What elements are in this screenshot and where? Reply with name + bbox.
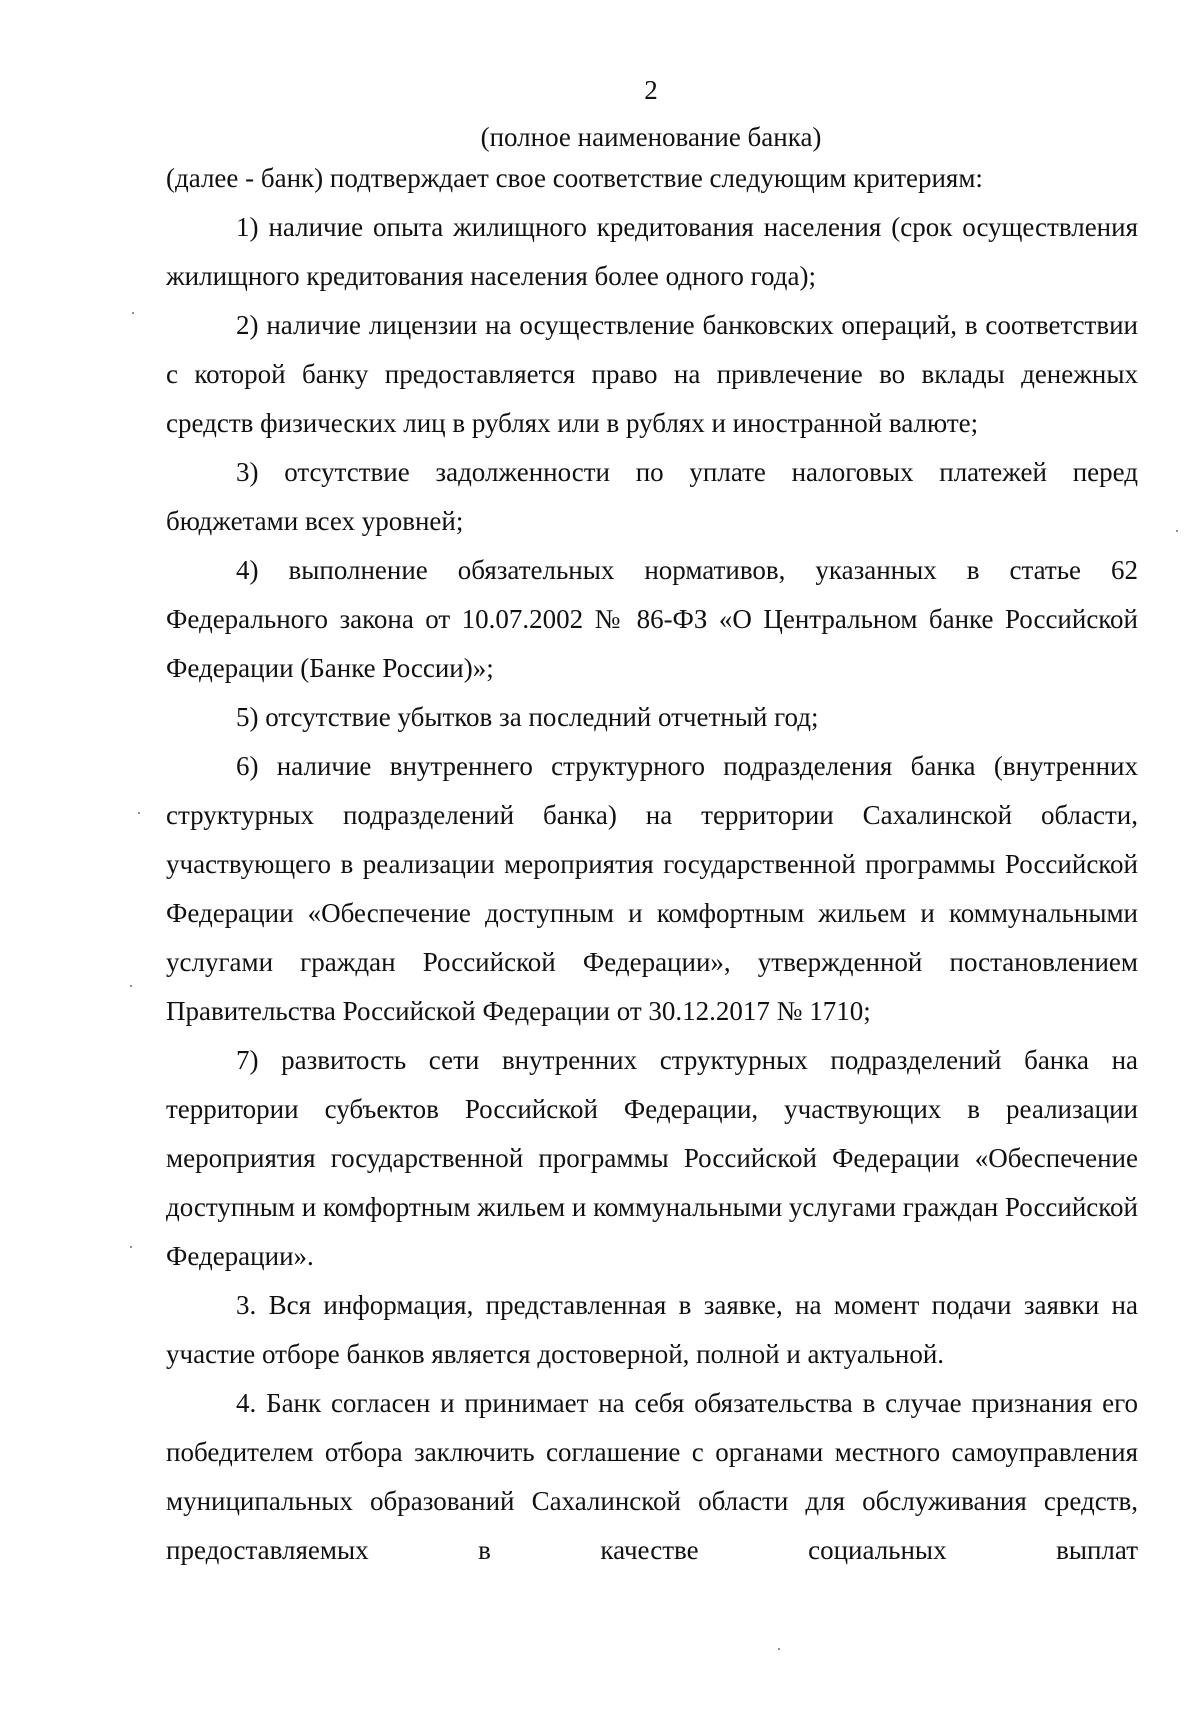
criterion-6: 6) наличие внутреннего структурного подразделения банка (внутренних структурных подразделений банка) на территории Сахалинской области, участвующего в реализации мероприятия государственной программы Российской Федерации «Обеспечение доступным и комфортным жильем и коммунальными услугами граждан Российской Федерации», утвержденной постановлением Правительства Российской Федерации от 30.12.2017 № 1710; — [166, 751, 1138, 1026]
criterion-5: 5) отсутствие убытков за последний отчетный год; — [236, 702, 819, 732]
clause-4-paragraph: 4. Банк согласен и принимает на себя обязательства в случае признания его победителем отбора заключить соглашение с органами местного самоуправления муниципальных образований Сахалинской области для обслуживания средств, предоставляемых в качестве социальных выплат — [166, 1388, 1138, 1565]
scan-speck — [130, 985, 132, 987]
scan-speck — [132, 312, 134, 314]
criterion-4: 4) выполнение обязательных нормативов, указанных в статье 62 Федерального закона от 10.07.2002 № 86-ФЗ «О Центральном банке Российской Федерации (Банке России)»; — [166, 555, 1138, 683]
criterion-2: 2) наличие лицензии на осуществление банковских операций, в соответствии с которой банку предоставляется право на привлечение во вклады денежных средств физических лиц в рублях или в рублях и иностранной валюте; — [166, 310, 1138, 438]
bank-name-caption: (полное наименование банка) — [480, 122, 822, 152]
criterion-1: 1) наличие опыта жилищного кредитования населения (срок осуществления жилищного кредитования населения более одного года); — [166, 212, 1138, 291]
scan-speck — [1176, 530, 1178, 532]
page-number: 2 — [644, 75, 658, 105]
scan-speck — [130, 1246, 132, 1248]
document-body — [166, 154, 1138, 1575]
scan-speck — [138, 812, 140, 814]
intro-paragraph: (далее - банк) подтверждает свое соответствие следующим критериям: — [166, 163, 983, 193]
criterion-7: 7) развитость сети внутренних структурных подразделений банка на территории субъектов Российской Федерации, участвующих в реализации мероприятия государственной программы Российской Федерации «Обеспечение доступным и комфортным жильем и коммунальными услугами граждан Российской Федерации». — [166, 1045, 1138, 1271]
clause-3-paragraph: 3. Вся информация, представленная в заявке, на момент подачи заявки на участие отборе банков является достоверной, полной и актуальной. — [166, 1290, 1138, 1369]
criterion-3: 3) отсутствие задолженности по уплате налоговых платежей перед бюджетами всех уровней; — [166, 457, 1138, 536]
scan-speck — [778, 1648, 780, 1650]
